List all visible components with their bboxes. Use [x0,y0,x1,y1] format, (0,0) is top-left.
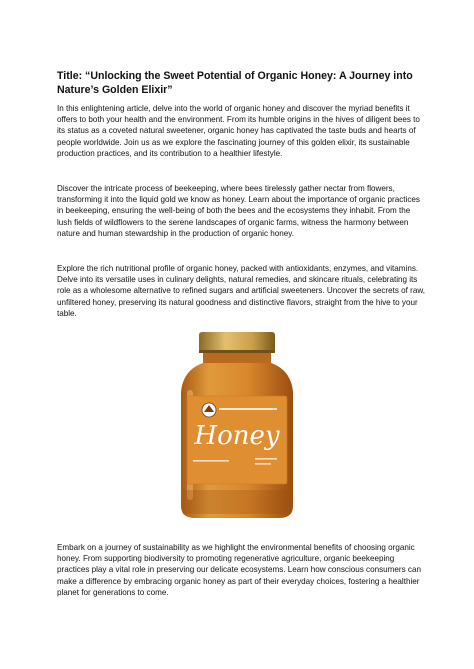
jar-neck [203,353,271,363]
honey-jar-illustration [169,330,305,520]
paragraph-sustainability: Embark on a journey of sustainability as we highlight the environmental benefits of choosing organic honey. From supporting biodiversity to promoting regenerative agriculture, organic beekeeping practices play a vital role in preserving our delicate ecosystems. Learn how conscious consumers can make a difference by embracing organic honey as part of their everyday choices, fostering a healthier planet for generations to come. [57,543,421,597]
paragraph-beekeeping: Discover the intricate process of beekeeping, where bees tirelessly gather nectar from flowers, transforming it into the liquid gold we know as honey. Learn about the importance of organic practices in beekeeping, ensuring the well-being of both the bees and the ecosystems they inhabit. From the lush fields of wildflowers to the serene landscapes of organic farms, witness the harmony between nature and human stewardship in the production of organic honey. [57,184,420,238]
label-honey-word: Honey [194,421,280,451]
jar-lid [199,332,275,352]
paragraph-intro: In this enlightening article, delve into the world of organic honey and discover the myriad benefits it offers to both your health and the environment. From its humble origins in the hives of diligent bees to its status as a coveted natural sweetener, organic honey has captivated the taste buds and hearts of people worldwide. Join us as we explore the fascinating journey of this golden elixir, its sustainable production practices, and its contribution to a healthier lifestyle. [57,104,420,158]
article-title: Title: “Unlocking the Sweet Potential of Organic Honey: A Journey into Nature’s Golden Elixir” [57,70,413,96]
jar-lid-rim [199,350,275,353]
paragraph-nutrition: Explore the rich nutritional profile of organic honey, packed with antioxidants, enzymes, and vitamins. Delve into its versatile uses in culinary delights, natural remedies, and skincare rituals, celebrating its role as a wholesome alternative to refined sugars and artificial sweeteners. Uncover the secrets of raw, unfiltered honey, preserving its natural goodness and distinctive flavors, straight from the hive to your table. [57,264,425,318]
honey-jar-image [169,330,305,520]
